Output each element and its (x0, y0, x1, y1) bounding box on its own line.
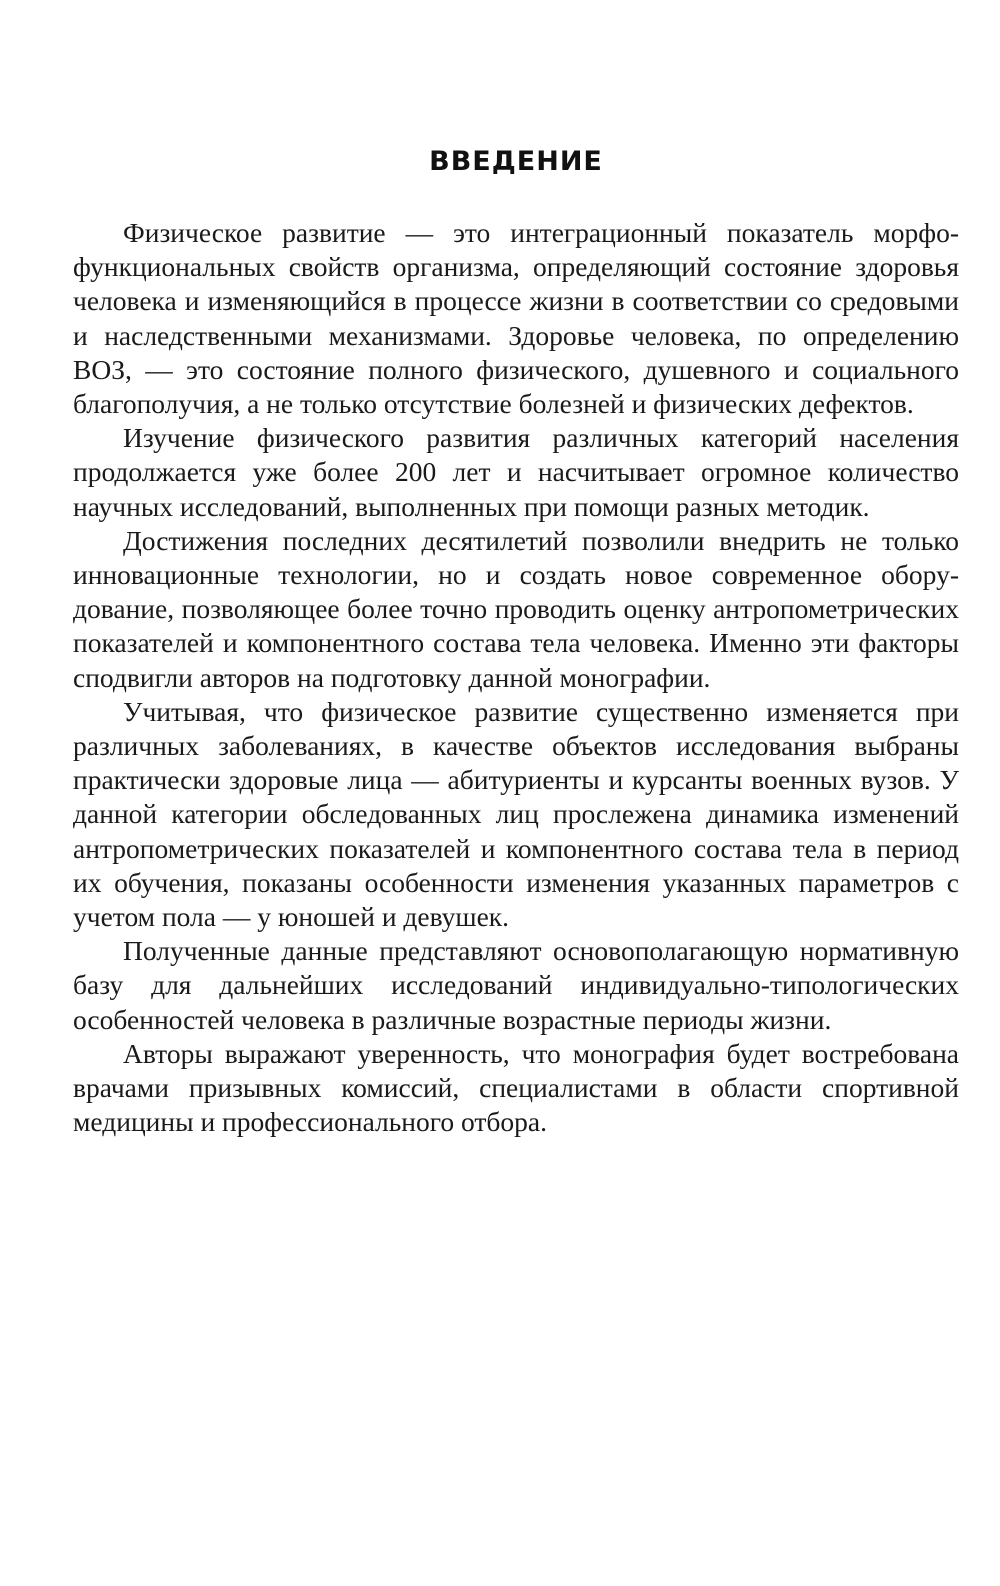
page-content (73, 140, 959, 1139)
paragraph-3: Достижения последних десятилетий позволили внедрить не только инновационные технологии, но и создать новое современное оборудование, позволяющее более точно проводить оценку антропометрических показателей и компонентного состава тела человека. Именно эти факторы сподвигли авторов на подготовку данной монографии. (73, 524, 959, 693)
page-title: ВВЕДЕНИЕ (429, 146, 603, 177)
paragraph-5: Полученные данные представляют основополагающую нормативную базу для дальнейших исследований индивидуально-типологических особенностей человека в различные возрастные периоды жизни. (73, 935, 959, 1035)
paragraph-4: Учитывая, что физическое развитие существенно изменяется при различных заболеваниях, в качестве объектов исследования выбраны практически здоровые лица — абитуриенты и курсанты военных вузов. У данной категории обследованных лиц прослежена динамика изменений антропометрических показателей и компонентного состава тела в период их обучения, показаны особенности изменения указанных параметров с учетом пола — у юношей и девушек. (73, 695, 959, 933)
paragraph-1: Физическое развитие — это интеграционный показатель морфофункциональных свойств организма, определяющий состояние здоровья человека и изменяющийся в процессе жизни в соответствии со средовыми и наследственными механизмами. Здоровье человека, по определению ВОЗ, — это состояние полного физического, душевного и социального благополучия, а не только отсутствие болезней и физических дефектов. (73, 217, 959, 420)
paragraph-2: Изучение физического развития различных категорий населения продолжается уже более 200 лет и насчитывает огромное количество научных исследований, выполненных при помощи разных методик. (73, 422, 959, 522)
paragraph-6: Авторы выражают уверенность, что монография будет востребована врачами призывных комиссий, специалистами в области спортивной медицины и профессионального отбора. (73, 1037, 959, 1138)
